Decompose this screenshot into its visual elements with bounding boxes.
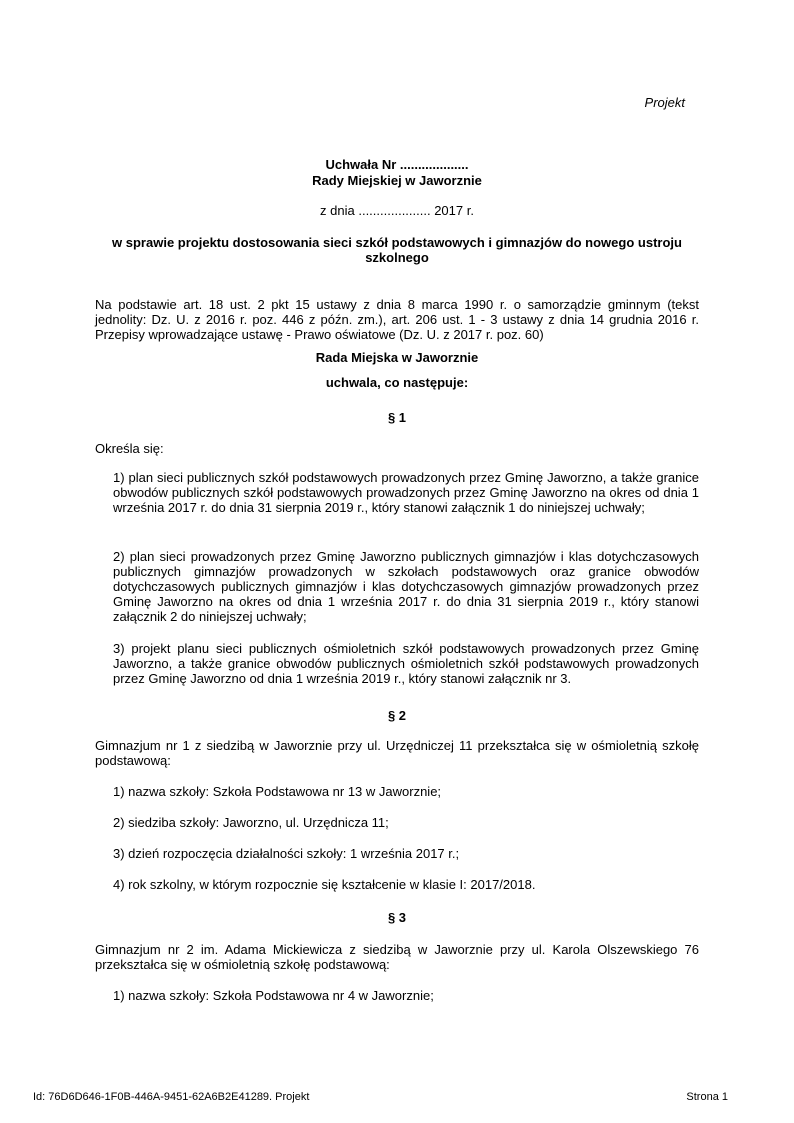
document-id: Id: 76D6D646-1F0B-446A-9451-62A6B2E41289. Projekt <box>33 1091 310 1103</box>
legal-basis: Na podstawie art. 18 ust. 2 pkt 15 ustawy z dnia 8 marca 1990 r. o samorządzie gminnym (tekst jednolity: Dz. U. z 2016 r. poz. 446 z późn. zm.), art. 206 ust. 1 - 3 ustawy z dnia 14 grudnia 2016 r. Przepisy wprowadzające ustawę - Prawo oświatowe (Dz. U. z 2017 r. poz. 60) <box>95 297 699 342</box>
council-name: Rady Miejskiej w Jaworznie <box>312 173 482 188</box>
section-1-item-3: 3) projekt planu sieci publicznych ośmioletnich szkół podstawowych prowadzonych przez Gminę Jaworzno, a także granice obwodów publicznych ośmioletnich szkół podstawowych prowadzonych przez Gminę Jaworzno od dnia 1 września 2019 r., który stanowi załącznik nr 3. <box>113 641 699 686</box>
section-1-intro: Określa się: <box>95 441 164 456</box>
section-1-heading: § 1 <box>387 410 407 425</box>
resolution-title <box>0 157 794 189</box>
resolution-subject: w sprawie projektu dostosowania sieci szkół podstawowych i gimnazjów do nowego ustroju szkolnego <box>112 235 682 265</box>
section-2-heading: § 2 <box>387 708 407 723</box>
section-3-heading: § 3 <box>387 910 407 925</box>
section-1-item-1: 1) plan sieci publicznych szkół podstawowych prowadzonych przez Gminę Jaworzno, a także granice obwodów publicznych szkół podstawowych prowadzonych przez Gminę Jaworzno na okres od dnia 1 września 2017 r. do dnia 31 sierpnia 2019 r., który stanowi załącznik 1 do niniejszej uchwały; <box>113 470 699 515</box>
section-3-item-1: 1) nazwa szkoły: Szkoła Podstawowa nr 4 w Jaworznie; <box>113 988 434 1003</box>
resolves-heading: uchwala, co następuje: <box>325 375 469 390</box>
section-2-item-2: 2) siedziba szkoły: Jaworzno, ul. Urzędnicza 11; <box>113 815 389 830</box>
page-number: Strona 1 <box>686 1091 728 1103</box>
section-3-intro: Gimnazjum nr 2 im. Adama Mickiewicza z siedzibą w Jaworznie przy ul. Karola Olszewskiego 76 przekształca się w ośmioletnią szkołę podstawową: <box>95 942 699 972</box>
council-heading: Rada Miejska w Jaworznie <box>315 350 479 365</box>
section-2-item-4: 4) rok szkolny, w którym rozpocznie się kształcenie w klasie I: 2017/2018. <box>113 877 536 892</box>
resolution-date: z dnia .................... 2017 r. <box>320 203 474 218</box>
section-2-item-3: 3) dzień rozpoczęcia działalności szkoły: 1 września 2017 r.; <box>113 846 460 861</box>
section-1-item-2: 2) plan sieci prowadzonych przez Gminę Jaworzno publicznych gimnazjów i klas dotychczasowych publicznych gimnazjów prowadzonych w szkołach podstawowych oraz granice obwodów dotychczasowych publicznych gimnazjów i klas dotychczasowych gimnazjów prowadzonych przez Gminę Jaworzno na okres od dnia 1 września 2017 r. do dnia 31 sierpnia 2019 r., który stanowi załącznik 2 do niniejszej uchwały; <box>113 549 699 624</box>
section-2-item-1: 1) nazwa szkoły: Szkoła Podstawowa nr 13 w Jaworznie; <box>113 784 442 799</box>
section-2-intro: Gimnazjum nr 1 z siedzibą w Jaworznie przy ul. Urzędniczej 11 przekształca się w ośmioletnią szkołę podstawową: <box>95 738 699 768</box>
resolution-number: Uchwała Nr ................... <box>325 157 469 172</box>
draft-label: Projekt <box>644 95 685 110</box>
